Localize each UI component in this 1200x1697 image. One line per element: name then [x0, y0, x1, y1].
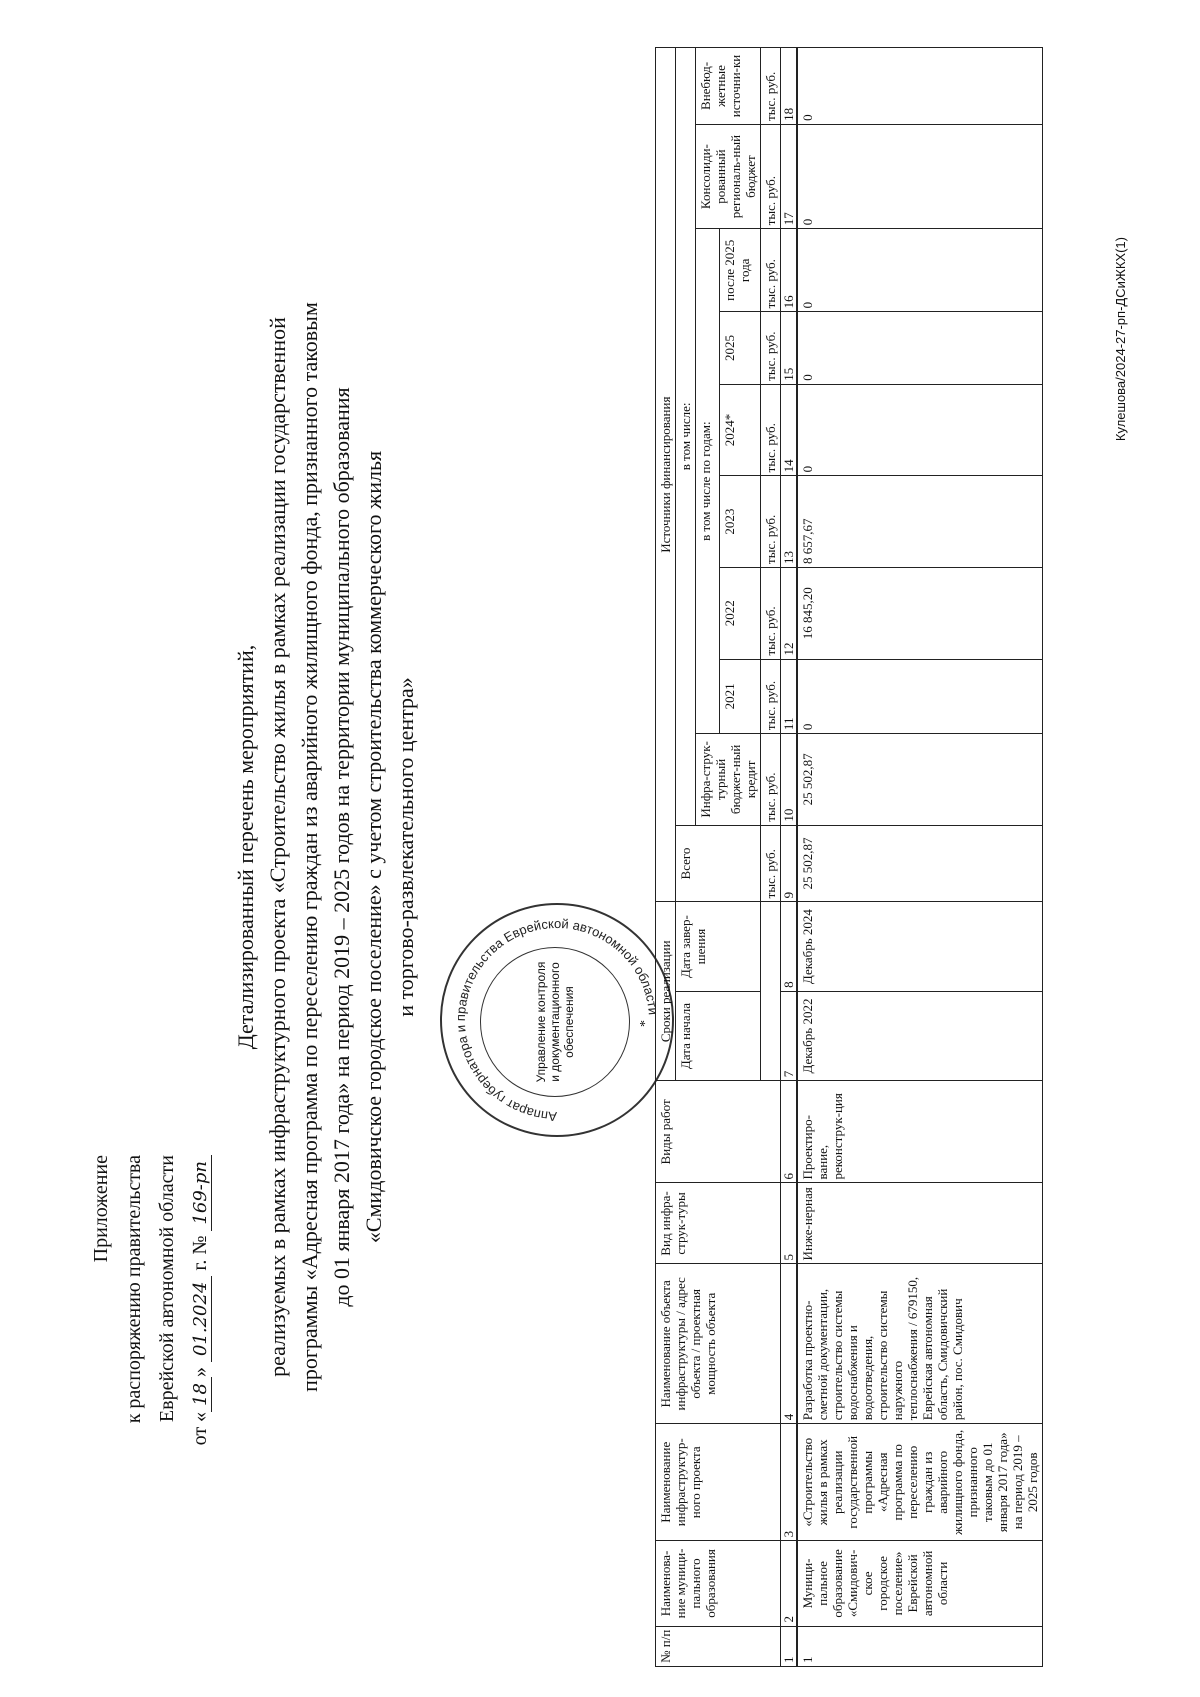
- date-suffix: г. №: [189, 1235, 211, 1271]
- header-cell: 2023: [719, 476, 760, 568]
- year-2025-cell: 0: [797, 312, 1043, 384]
- column-number: 7: [781, 991, 798, 1080]
- date-month-year: 01.2024: [190, 1276, 212, 1362]
- column-number: 11: [781, 659, 798, 734]
- annex-line-2: к распоряжению правительства: [123, 1155, 145, 1424]
- column-number: 8: [781, 902, 798, 991]
- header-cell: Наименование объекта инфраструктуры / адрес объекта / проектная мощность объекта: [656, 1264, 781, 1424]
- annex-date-line: [184, 1155, 217, 1535]
- unit-cell: тыс. руб.: [761, 567, 781, 659]
- date-prefix: от «: [189, 1411, 211, 1446]
- header-cell: Дата завер-шения: [676, 902, 761, 991]
- unit-cell: тыс. руб.: [761, 124, 781, 228]
- column-number: 1: [781, 1626, 798, 1666]
- document-title: [230, 117, 422, 1577]
- unit-cell: тыс. руб.: [761, 384, 781, 476]
- year-2023-cell: 8 657,67: [797, 476, 1043, 568]
- header-cell: в том числе по годам:: [696, 229, 720, 734]
- svg-text:Аппарат губернатора и правител: Аппарат губернатора и правительства Еврейской автономной области: [452, 915, 661, 1125]
- column-number: 6: [781, 1081, 798, 1183]
- header-cell: Наименова-ние муници-пального образования: [656, 1541, 781, 1626]
- column-number: 3: [781, 1424, 798, 1541]
- date-mid: »: [189, 1367, 211, 1378]
- header-cell: Наименование инфраструктур-ного проекта: [656, 1424, 781, 1541]
- ibk-cell: 25 502,87: [797, 734, 1043, 826]
- header-cell: Дата начала: [676, 991, 761, 1080]
- header-cell: 2022: [719, 567, 760, 659]
- column-number: 9: [781, 825, 798, 902]
- order-number: 169-рп: [190, 1155, 212, 1231]
- header-cell: Сроки реализации: [656, 902, 676, 1081]
- unit-cell: тыс. руб.: [761, 48, 781, 125]
- column-number: 10: [781, 734, 798, 826]
- column-number: 4: [781, 1264, 798, 1424]
- municipality-cell: Муници-пальное образование «Смидович-ское городское поселение» Еврейской автономной области: [797, 1541, 1043, 1626]
- column-number: 2: [781, 1541, 798, 1626]
- header-cell: Виды работ: [656, 1081, 781, 1183]
- header-cell: Вид инфра-струк-туры: [656, 1183, 781, 1264]
- official-seal: [440, 903, 674, 1137]
- regional-budget-cell: 0: [797, 124, 1043, 228]
- header-cell: Внебюд-жетные источни-ки: [696, 48, 761, 125]
- annex-block: [85, 1155, 217, 1535]
- header-cell: после 2025 года: [719, 229, 760, 312]
- header-cell: 2025: [719, 312, 760, 384]
- total-cell: 25 502,87: [797, 825, 1043, 902]
- work-type-cell: Проектиро-вание, реконструк-ция: [797, 1081, 1043, 1183]
- year-2022-cell: 16 845,20: [797, 567, 1043, 659]
- after-2025-cell: 0: [797, 229, 1043, 312]
- column-number: 16: [781, 229, 798, 312]
- measures-table: [655, 47, 1043, 1667]
- unit-cell: тыс. руб.: [761, 825, 781, 902]
- header-row-1: [656, 48, 676, 1667]
- unit-cell: тыс. руб.: [761, 476, 781, 568]
- unit-cell: тыс. руб.: [761, 312, 781, 384]
- infra-type-cell: Инже-нерная: [797, 1183, 1043, 1264]
- title-line: «Смидовичское городское поселение» с учетом строительства коммерческого жилья: [361, 450, 386, 1244]
- header-cell: в том числе:: [676, 48, 696, 826]
- column-number: 15: [781, 312, 798, 384]
- unit-cell: тыс. руб.: [761, 229, 781, 312]
- column-number: 18: [781, 48, 798, 125]
- header-cell: Инфра-струк-турный бюджет-ный кредит: [696, 734, 761, 826]
- title-line: и торгово-развлекательного центра»: [393, 677, 418, 1017]
- header-cell: 2024*: [719, 384, 760, 476]
- annex-line-3: Еврейской автономной области: [156, 1155, 178, 1423]
- year-2021-cell: 0: [797, 659, 1043, 734]
- project-cell: «Строительство жилья в рамках реализации государственной программы «Адресная программа по переселению граждан из аварийного жилищного фонда, признанного таковым до 01 января 2017 года» на период 2019 – 2025 годов: [797, 1424, 1043, 1541]
- start-date-cell: Декабрь 2022: [797, 991, 1043, 1080]
- table-row: [797, 48, 1043, 1667]
- header-cell: Источники финансирования: [656, 48, 676, 902]
- year-2024-cell: 0: [797, 384, 1043, 476]
- seal-center-text: Управление контроля и документационного обеспечения: [480, 947, 630, 1097]
- column-number: 17: [781, 124, 798, 228]
- date-day: 18: [190, 1377, 212, 1412]
- header-cell: № п/п: [656, 1626, 781, 1666]
- title-line: программы «Адресная программа по переселению граждан из аварийного жилищного фонда, признанного таковым: [297, 302, 322, 1392]
- annex-label: Приложение: [90, 1155, 112, 1263]
- header-cell: 2021: [719, 659, 760, 734]
- unit-spacer: [761, 902, 781, 1081]
- column-number: 5: [781, 1183, 798, 1264]
- column-number: 14: [781, 384, 798, 476]
- extrabudget-cell: 0: [797, 48, 1043, 125]
- title-line: до 01 января 2017 года» на период 2019 – 2025 годов на территории муниципального образования: [329, 387, 354, 1307]
- document-code: Кулешова/2024-27-рп-ДСиЖКХ(1): [1113, 237, 1128, 442]
- title-line: реализуемых в рамках инфраструктурного проекта «Строительство жилья в рамках реализации государственной: [265, 317, 290, 1377]
- title-line: Детализированный перечень мероприятий,: [233, 644, 258, 1050]
- header-cell: Всего: [676, 825, 761, 902]
- unit-cell: тыс. руб.: [761, 659, 781, 734]
- seal-star: *: [638, 1020, 653, 1027]
- column-number-row: [781, 48, 798, 1667]
- column-number: 12: [781, 567, 798, 659]
- object-cell: Разработка проектно-сметной документации, строительство системы водоснабжения и водоотведения, строительство системы наружного теплоснабжения / 679150, Еврейская автономная область, Смидовичский район, пос. Смидович: [797, 1264, 1043, 1424]
- unit-cell: тыс. руб.: [761, 734, 781, 826]
- header-cell: Консолиди-рованный региональ-ный бюджет: [696, 124, 761, 228]
- column-number: 13: [781, 476, 798, 568]
- end-date-cell: Декабрь 2024: [797, 902, 1043, 991]
- row-number: 1: [797, 1626, 1043, 1666]
